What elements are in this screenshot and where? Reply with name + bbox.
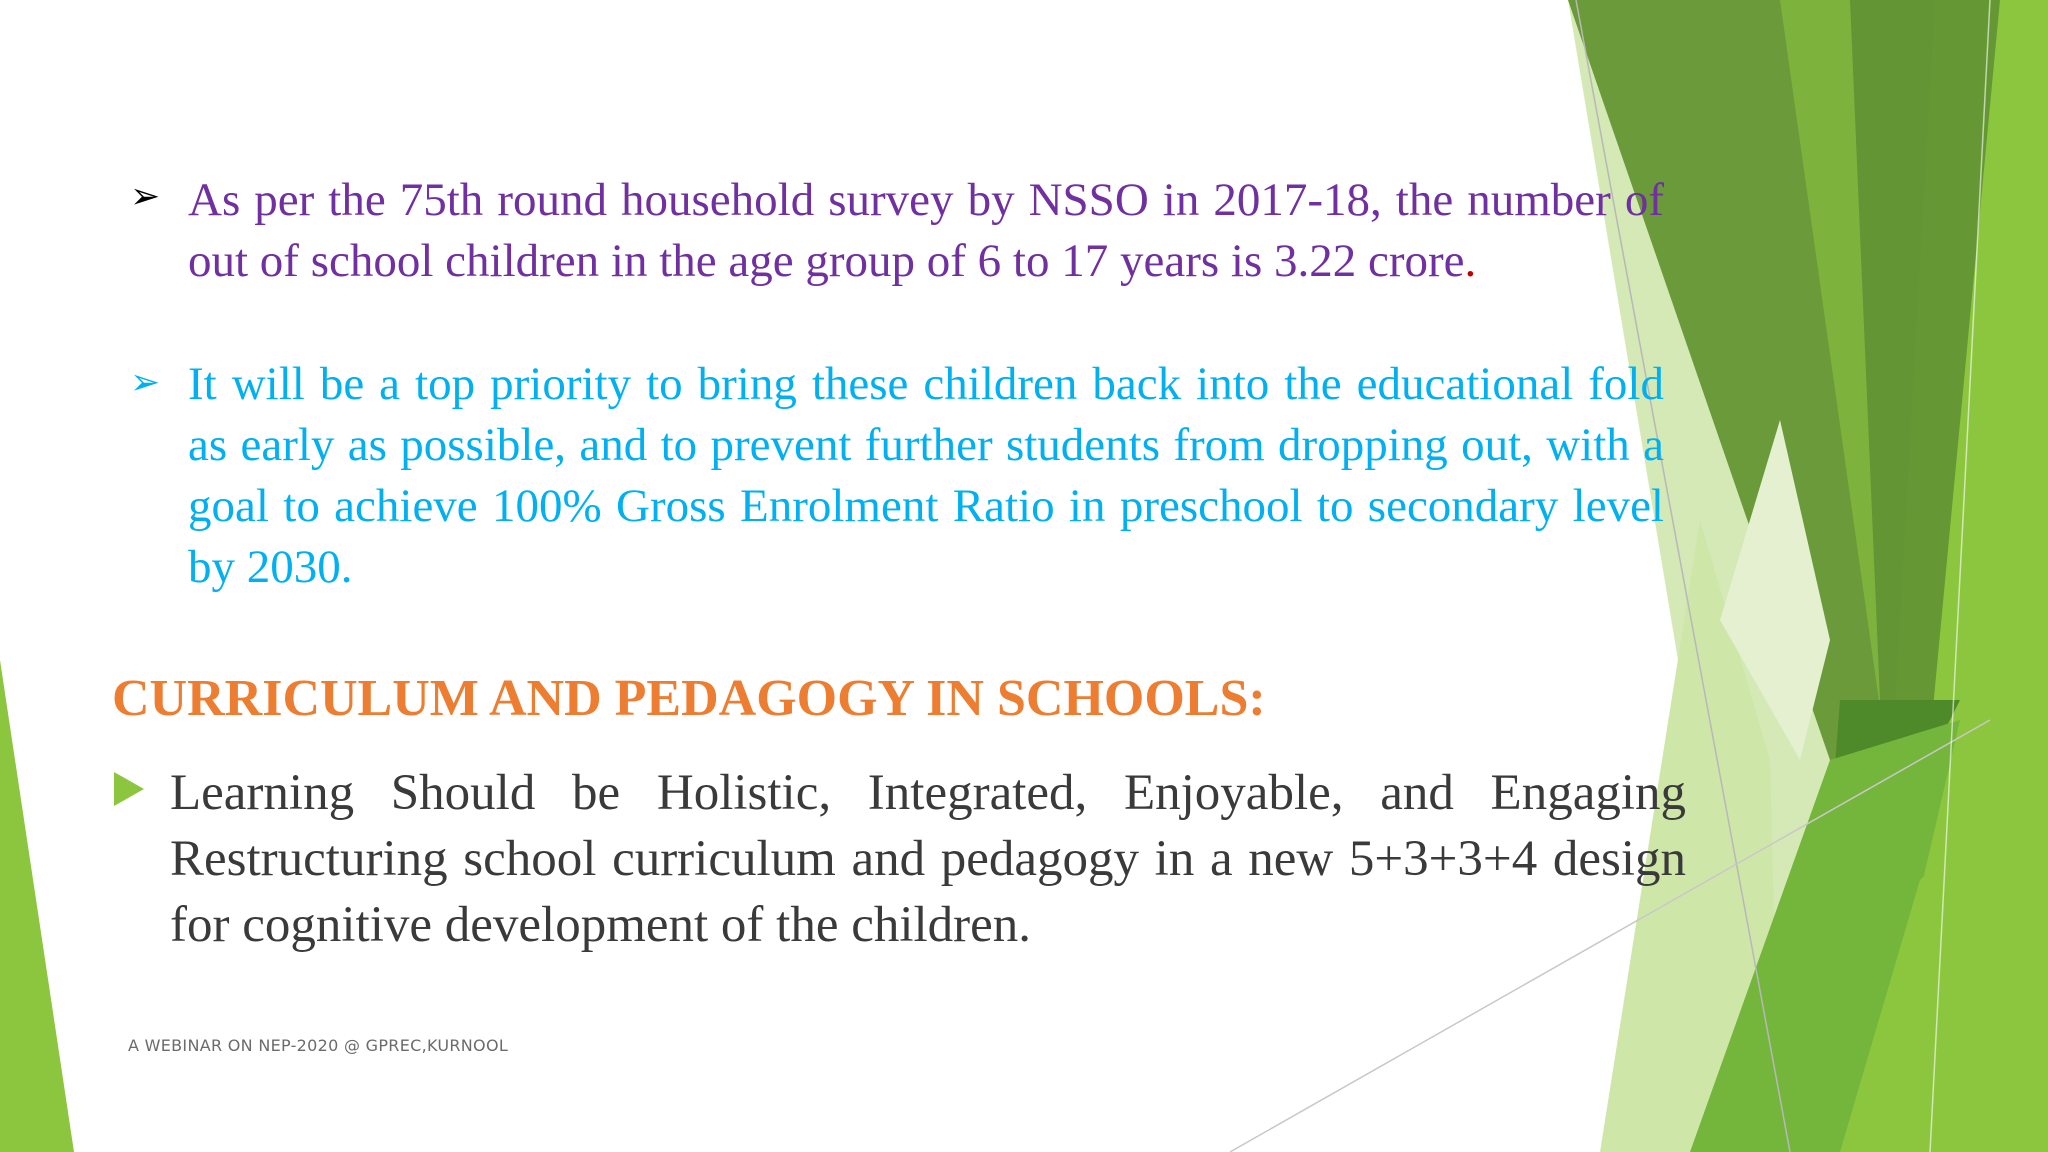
learning-bullet-text: Learning Should be Holistic, Integrated, Enjoyable, and Engaging Restructuring school curriculum and pedagogy in a new 5+3+3+4 design for cognitive development of the children. — [170, 765, 1686, 953]
slide-footer: A WEBINAR ON NEP-2020 @ GPREC,KURNOOL — [128, 1036, 509, 1055]
survey-bullet-period: . — [1464, 235, 1477, 287]
triangle-bullet-icon — [114, 772, 144, 806]
arrowhead-bullet-icon: ➢ — [130, 176, 161, 217]
priority-bullet-text: It will be a top priority to bring these children back into the educational fold as early as possible, and to prevent further students from dropping out, with a goal to achieve 100% Gross Enrolment Ratio in preschool to secondary level by 2030. — [188, 358, 1664, 593]
survey-bullet — [188, 170, 1664, 292]
priority-bullet — [188, 354, 1664, 598]
section-heading: CURRICULUM AND PEDAGOGY IN SCHOOLS: — [112, 670, 1266, 727]
arrowhead-bullet-icon: ➢ — [130, 362, 161, 403]
learning-bullet — [170, 760, 1686, 958]
survey-bullet-text: As per the 75th round household survey by NSSO in 2017-18, the number of out of school children in the age group of 6 to 17 years is 3.22 crore — [188, 174, 1664, 287]
